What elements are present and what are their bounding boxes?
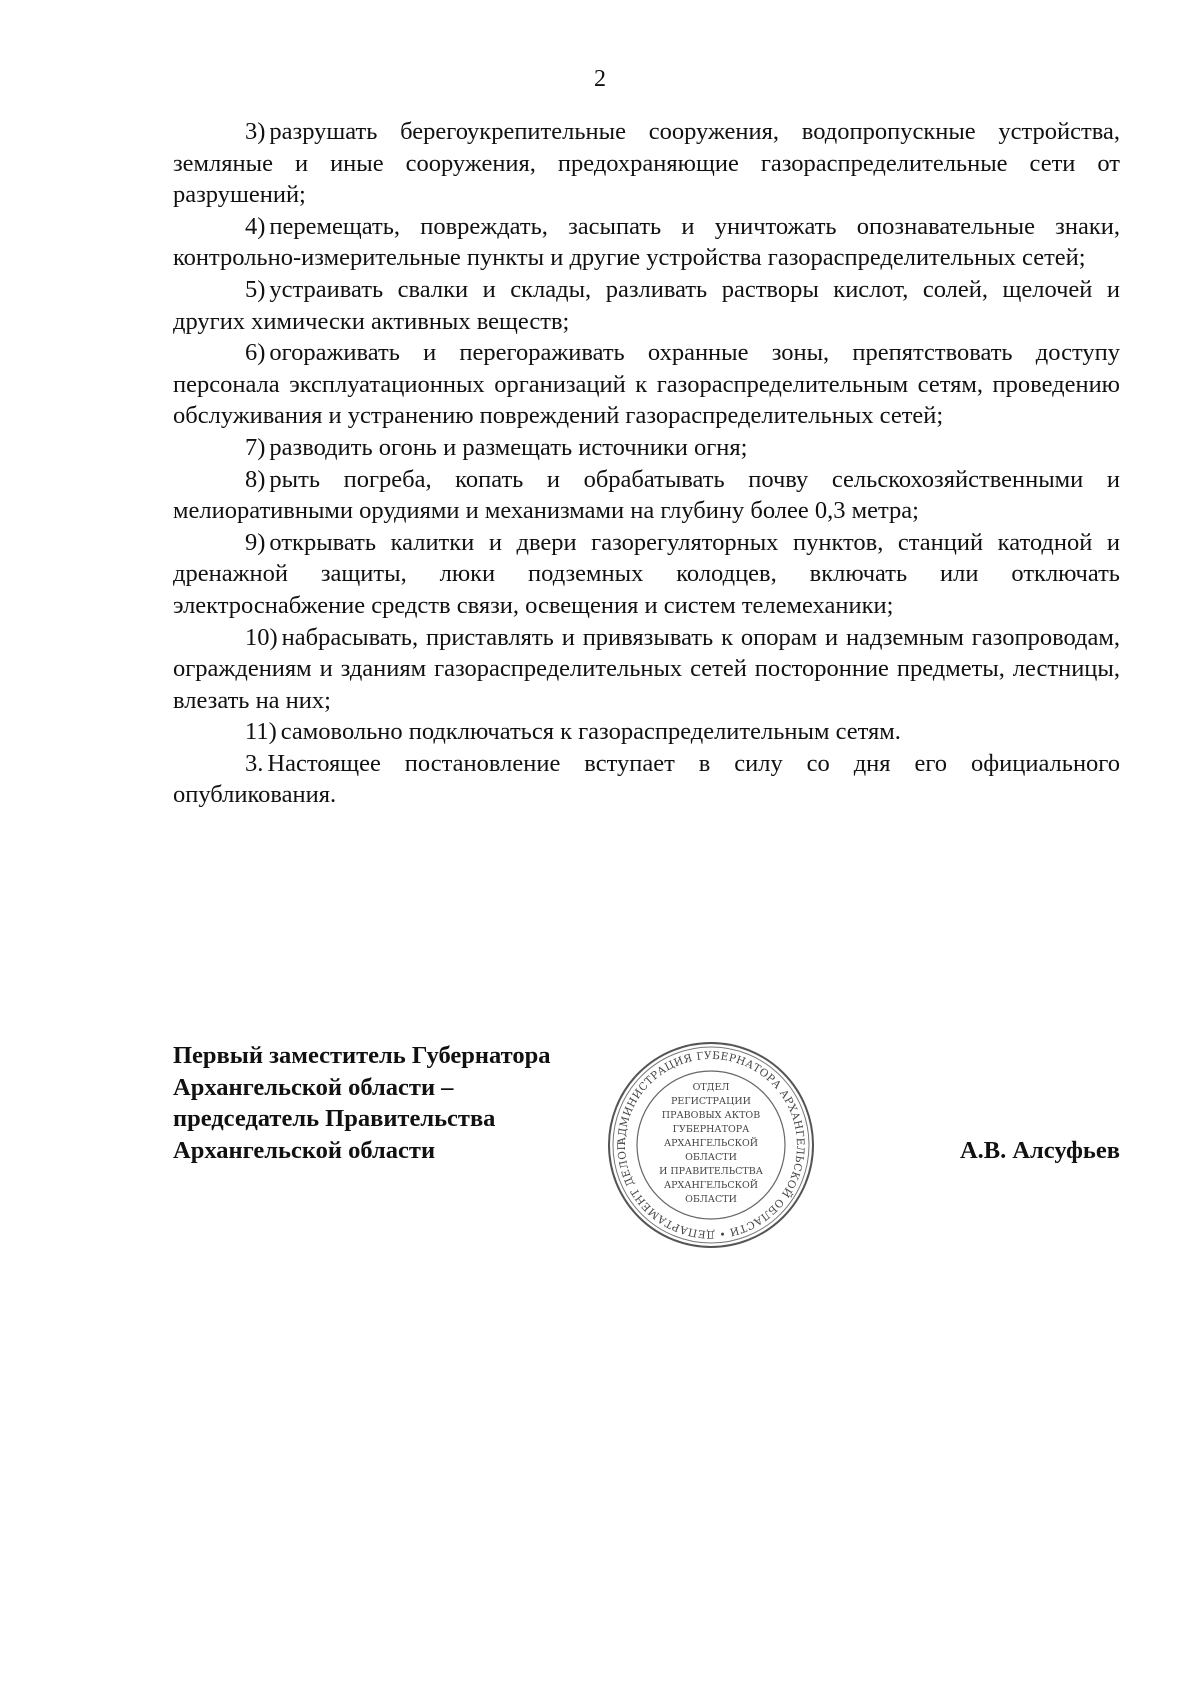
seal-line: И ПРАВИТЕЛЬСТВА: [659, 1166, 763, 1177]
signer-position: [173, 1040, 603, 1166]
effective-date-clause: 3. Настоящее постановление вступает в силу со дня его официального опубликования.: [173, 749, 1120, 809]
seal-line: ОБЛАСТИ: [685, 1194, 737, 1205]
page-number: 2: [594, 66, 606, 92]
seal-line: ПРАВОВЫХ АКТОВ: [661, 1110, 761, 1121]
list-item: 3) разрушать берегоукрепительные сооружения, водопропускные устройства, земляные и иные сооружения, предохраняющие газораспределительные сети от разрушений;: [173, 118, 1120, 209]
list-item: 5) устраивать свалки и склады, разливать растворы кислот, солей, щелочей и других химически активных веществ;: [173, 275, 1120, 335]
list-item: 10) набрасывать, приставлять и привязывать к опорам и надземным газопроводам, ограждениям и зданиям газораспределительных сетей посторонние предметы, лестницы, влезать на них;: [173, 623, 1120, 714]
signer-name: А.В. Алсуфьев: [959, 1137, 1120, 1164]
seal-line: АРХАНГЕЛЬСКОЙ: [663, 1138, 759, 1149]
list-item: 9) открывать калитки и двери газорегуляторных пунктов, станций катодной и дренажной защиты, люки подземных колодцев, включать или отключать электроснабжение средств связи, освещения и систем телемеханики;: [173, 528, 1120, 619]
seal-ring-text: АДМИНИСТРАЦИЯ ГУБЕРНАТОРА АРХАНГЕЛЬСКОЙ ОБЛАСТИ • ДЕПАРТАМЕНТ ДЕЛОП: [615, 1049, 807, 1241]
seal-line: ОБЛАСТИ: [685, 1152, 737, 1163]
list-item: 11) самовольно подключаться к газораспределительным сетям.: [245, 718, 901, 746]
document-body: [173, 116, 1120, 811]
signer-position-line: Архангельской области –: [173, 1073, 454, 1101]
seal-line: ГУБЕРНАТОРА: [672, 1124, 750, 1135]
signer-position-line: Первый заместитель Губернатора: [173, 1042, 551, 1069]
list-item: 7) разводить огонь и размещать источники огня;: [245, 433, 748, 461]
seal-line: РЕГИСТРАЦИИ: [671, 1096, 751, 1107]
list-item: 8) рыть погреба, копать и обрабатывать почву сельскохозяйственными и мелиоративными орудиями и механизмами на глубину более 0,3 метра;: [173, 465, 1120, 525]
seal-line: АРХАНГЕЛЬСКОЙ: [663, 1180, 759, 1191]
signer-position-line: председатель Правительства: [173, 1105, 496, 1133]
seal-line: ОТДЕЛ: [692, 1082, 730, 1093]
official-seal-stamp: [606, 1040, 816, 1250]
signer-position-line: Архангельской области: [173, 1136, 436, 1164]
list-item: 4) перемещать, повреждать, засыпать и уничтожать опознавательные знаки, контрольно-измерительные пункты и другие устройства газораспределительных сетей;: [173, 212, 1120, 272]
seal-graphic: [606, 1040, 816, 1250]
list-item: 6) огораживать и перегораживать охранные зоны, препятствовать доступу персонала эксплуатационных организаций к газораспределительным сетям, проведению обслуживания и устранению повреждений газораспределительных сетей;: [173, 339, 1120, 430]
